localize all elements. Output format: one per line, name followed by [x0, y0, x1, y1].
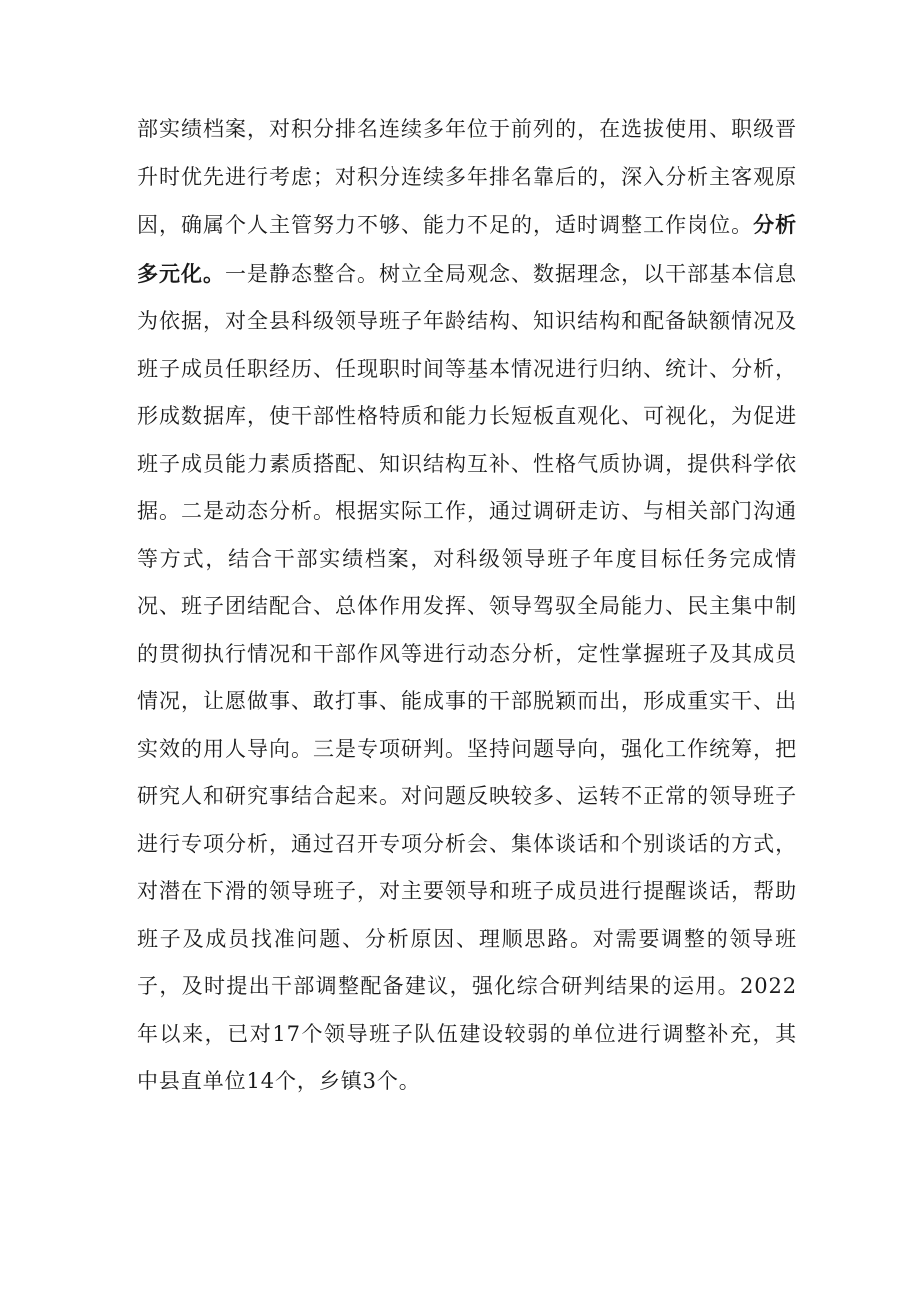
- paragraph-text-rest: 一是静态整合。树立全局观念、数据理念，以干部基本信息为依据，对全县科级领导班子年龄结构、知识结构和配备缺额情况及班子成员任职经历、任现职时间等基本情况进行归纳、统计、分析，形成数据库，使干部性格特质和能力长短板直观化、可视化，为促进班子成员能力素质搭配、知识结构互补、性格气质协调，提供科学依据。二是动态分析。根据实际工作，通过调研走访、与相关部门沟通等方式，结合干部实绩档案，对科级领导班子年度目标任务完成情况、班子团结配合、总体作用发挥、领导驾驭全局能力、民主集中制的贯彻执行情况和干部作风等进行动态分析，定性掌握班子及其成员情况，让愿做事、敢打事、能成事的干部脱颖而出，形成重实干、出实效的用人导向。三是专项研判。坚持问题导向，强化工作统筹，把研究人和研究事结合起来。对问题反映较多、运转不正常的领导班子进行专项分析，通过召开专项分析会、集体谈话和个别谈话的方式，对潜在下滑的领导班子，对主要领导和班子成员进行提醒谈话，帮助班子及成员找准问题、分析原因、理顺思路。对需要调整的领导班子，及时提出干部调整配备建议，强化综合研判结果的运用。2022年以来，已对17个领导班子队伍建设较弱的单位进行调整补充，其中县直单位14个，乡镇3个。: [137, 261, 797, 1093]
- section-heading: 分析多元化。: [137, 212, 797, 286]
- body-paragraph: [137, 106, 797, 1106]
- paragraph-text-start: 部实绩档案，对积分排名连续多年位于前列的，在选拔使用、职级晋升时优先进行考虑；对积分连续多年排名靠后的，深入分析主客观原因，确属个人主管努力不够、能力不足的，适时调整工作岗位。: [137, 117, 797, 237]
